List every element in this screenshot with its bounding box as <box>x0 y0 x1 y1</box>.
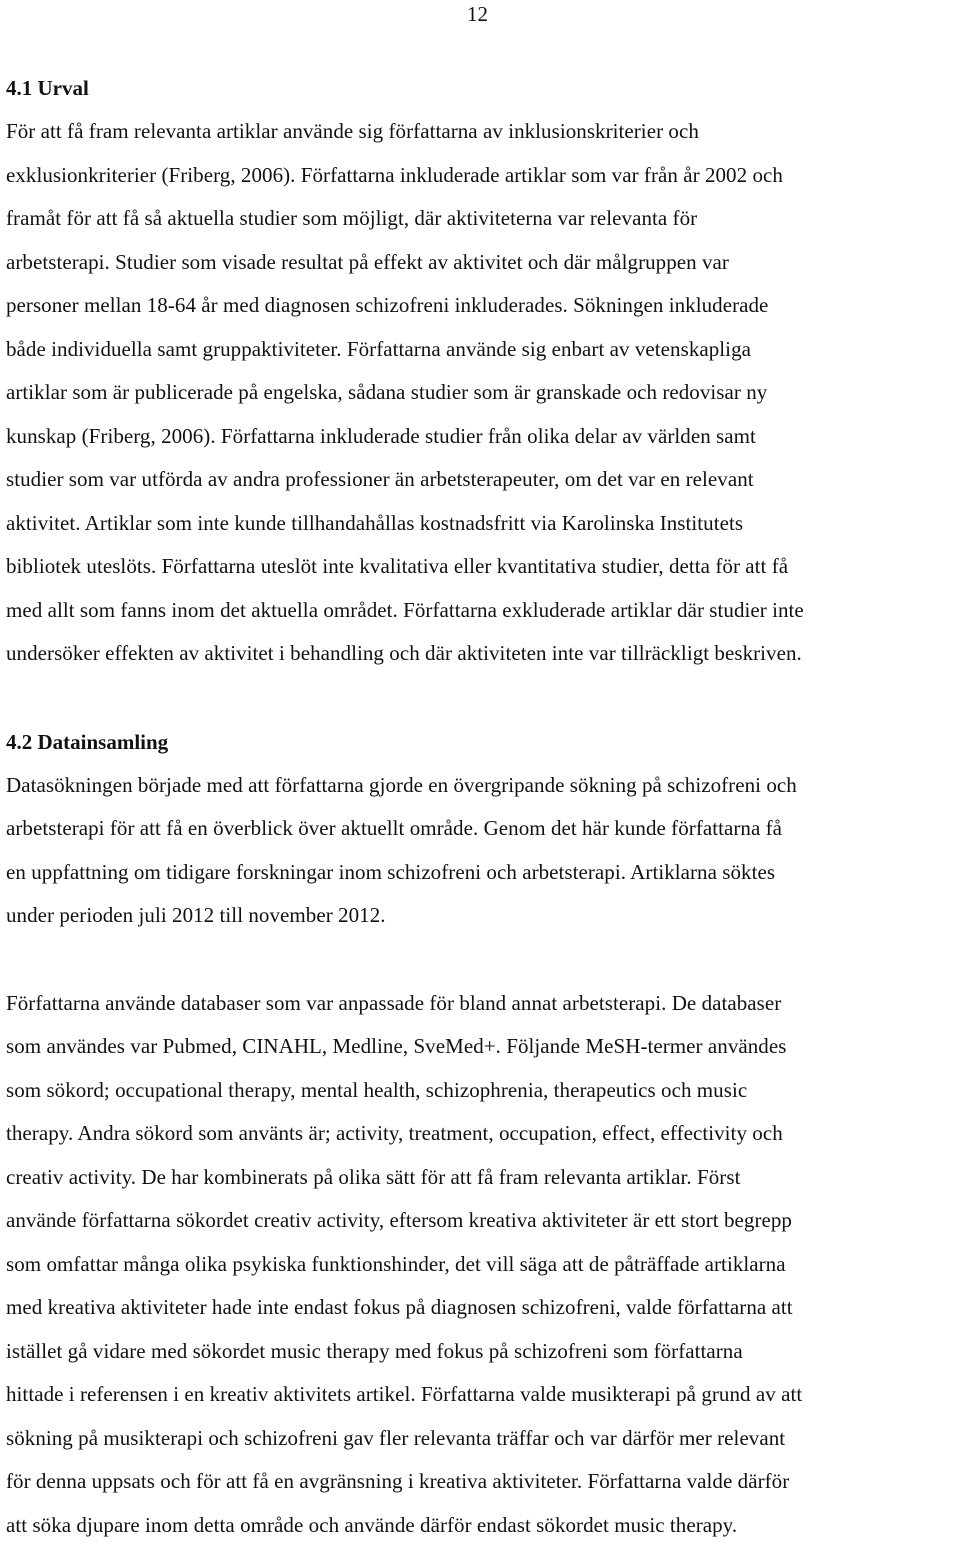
text-line: kunskap (Friberg, 2006). Författarna inkluderade studier från olika delar av världen samt <box>6 415 956 459</box>
text-line: istället gå vidare med sökordet music therapy med fokus på schizofreni som författarna <box>6 1330 956 1374</box>
section-heading: 4.2 Datainsamling <box>6 720 956 764</box>
text-line: för denna uppsats och för att få en avgränsning i kreativa aktiviteter. Författarna valde därför <box>6 1460 956 1504</box>
text-line: bibliotek uteslöts. Författarna uteslöt inte kvalitativa eller kvantitativa studier, detta för att få <box>6 545 956 589</box>
text-line: framåt för att få så aktuella studier som möjligt, där aktiviteterna var relevanta för <box>6 197 956 241</box>
text-line: med allt som fanns inom det aktuella området. Författarna exkluderade artiklar där studier inte <box>6 589 956 633</box>
paragraph <box>6 982 956 1547</box>
text-line: sökning på musikterapi och schizofreni gav fler relevanta träffar och var därför mer relevant <box>6 1417 956 1461</box>
text-line: både individuella samt gruppaktiviteter. Författarna använde sig enbart av vetenskapliga <box>6 328 956 372</box>
text-line: som omfattar många olika psykiska funktionshinder, det vill säga att de påträffade artiklarna <box>6 1243 956 1287</box>
text-line: aktivitet. Artiklar som inte kunde tillhandahållas kostnadsfritt via Karolinska Institutets <box>6 502 956 546</box>
document-body <box>6 66 956 1547</box>
text-line: använde författarna sökordet creativ activity, eftersom kreativa aktiviteter är ett stort begrepp <box>6 1199 956 1243</box>
text-line: studier som var utförda av andra professioner än arbetsterapeuter, om det var en relevant <box>6 458 956 502</box>
paragraph <box>6 110 956 676</box>
text-line: undersöker effekten av aktivitet i behandling och där aktiviteten inte var tillräckligt beskriven. <box>6 632 956 676</box>
paragraph-spacer <box>6 938 956 982</box>
text-line: arbetsterapi. Studier som visade resultat på effekt av aktivitet och där målgruppen var <box>6 241 956 285</box>
page-number: 12 <box>467 2 488 26</box>
text-line: För att få fram relevanta artiklar använde sig författarna av inklusionskriterier och <box>6 110 956 154</box>
text-line: under perioden juli 2012 till november 2012. <box>6 894 956 938</box>
text-line: Datasökningen började med att författarna gjorde en övergripande sökning på schizofreni och <box>6 764 956 808</box>
text-line: som användes var Pubmed, CINAHL, Medline, SveMed+. Följande MeSH-termer användes <box>6 1025 956 1069</box>
section-heading: 4.1 Urval <box>6 66 956 110</box>
section-urval <box>6 66 956 676</box>
text-line: therapy. Andra sökord som använts är; activity, treatment, occupation, effect, effectivity och <box>6 1112 956 1156</box>
text-line: exklusionkriterier (Friberg, 2006). Författarna inkluderade artiklar som var från år 2002 och <box>6 154 956 198</box>
text-line: en uppfattning om tidigare forskningar inom schizofreni och arbetsterapi. Artiklarna söktes <box>6 851 956 895</box>
text-line: artiklar som är publicerade på engelska, sådana studier som är granskade och redovisar ny <box>6 371 956 415</box>
text-line: arbetsterapi för att få en överblick över aktuellt område. Genom det här kunde författarna få <box>6 807 956 851</box>
text-line: hittade i referensen i en kreativ aktivitets artikel. Författarna valde musikterapi på grund av att <box>6 1373 956 1417</box>
text-line: att söka djupare inom detta område och använde därför endast sökordet music therapy. <box>6 1504 956 1547</box>
text-line: som sökord; occupational therapy, mental health, schizophrenia, therapeutics och music <box>6 1069 956 1113</box>
text-line: med kreativa aktiviteter hade inte endast fokus på diagnosen schizofreni, valde författarna att <box>6 1286 956 1330</box>
section-spacer <box>6 676 956 720</box>
text-line: creativ activity. De har kombinerats på olika sätt för att få fram relevanta artiklar. Först <box>6 1156 956 1200</box>
section-datainsamling <box>6 720 956 1547</box>
text-line: Författarna använde databaser som var anpassade för bland annat arbetsterapi. De databaser <box>6 982 956 1026</box>
text-line: personer mellan 18-64 år med diagnosen schizofreni inkluderades. Sökningen inkluderade <box>6 284 956 328</box>
paragraph <box>6 764 956 938</box>
